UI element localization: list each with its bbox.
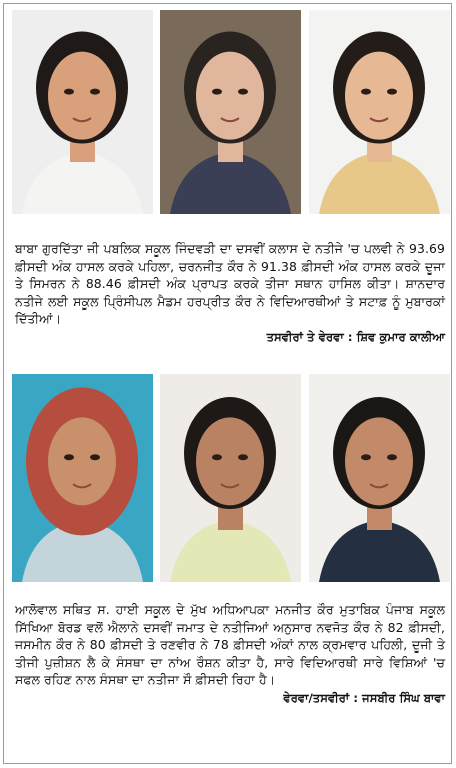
right-eye — [238, 454, 248, 460]
top-caption-text: ਬਾਬਾ ਗੁਰਦਿੱਤਾ ਜੀ ਪਬਲਿਕ ਸਕੂਲ ਜਿੰਦਵੜੀ ਦਾ ਦਸਵੀਂ ਕਲਾਸ ਦੇ ਨਤੀਜੇ 'ਚ ਪਲਵੀ ਨੇ 93.69 ਫ਼ੀਸਦੀ ਅੰਕ ਹਾਸਲ ਕਰਕੇ ਪਹਿਲਾ, ਚਰਨਜੀਤ ਕੌਰ ਨੇ 91.38 ਫ਼ੀਸਦੀ ਅੰਕ ਹਾਸਲ ਕਰਕੇ ਦੂਜਾ ਤੇ ਸਿਮਰਨ ਨੇ 88.46 ਫ਼ੀਸਦੀ ਅੰਕ ਪ੍ਰਾਪਤ ਕਰਕੇ ਤੀਜਾ ਸਥਾਨ ਹਾਸਿਲ ਕੀਤਾ। ਸ਼ਾਨਦਾਰ ਨਤੀਜੇ ਲਈ ਸਕੂਲ ਪ੍ਰਿੰਸੀਪਲ ਮੈਡਮ ਹਰਪ੍ਰੀਤ ਕੌਰ ਨੇ ਵਿਦਿਆਰਥੀਆਂ ਤੇ ਸਟਾਫ਼ ਨੂੰ ਮੁਬਾਰਕਾਂ ਦਿੱਤੀਆਂ। — [15, 241, 445, 327]
student-photo-3 — [309, 10, 450, 214]
portrait-6 — [309, 374, 450, 582]
face — [48, 52, 116, 140]
face — [345, 417, 413, 505]
face — [196, 52, 264, 140]
left-eye — [212, 89, 222, 95]
portrait-4 — [12, 374, 153, 582]
left-eye — [361, 454, 371, 460]
portrait-1 — [12, 10, 153, 214]
student-photo-2 — [160, 10, 301, 214]
portrait-5 — [160, 374, 301, 582]
bottom-photo-row — [12, 374, 450, 582]
portrait-2 — [160, 10, 301, 214]
student-photo-6 — [309, 374, 450, 582]
left-eye — [64, 89, 74, 95]
left-eye — [212, 454, 222, 460]
right-eye — [90, 89, 100, 95]
left-eye — [64, 454, 74, 460]
face — [48, 417, 116, 505]
student-photo-1 — [12, 10, 153, 214]
portrait-3 — [309, 10, 450, 214]
bottom-caption-text: ਆਲੋਵਾਲ ਸਥਿਤ ਸ. ਹਾਈ ਸਕੂਲ ਦੇ ਮੁੱਖ ਅਧਿਆਪਕਾ ਮਨਜੀਤ ਕੌਰ ਮੁਤਾਬਿਕ ਪੰਜਾਬ ਸਕੂਲ ਸਿੱਖਿਆ ਬੋਰਡ ਵਲੋਂ ਐਲਾਨੇ ਦਸਵੀਂ ਜਮਾਤ ਦੇ ਨਤੀਜਿਆਂ ਅਨੁਸਾਰ ਨਵਜੋਤ ਕੌਰ ਨੇ 82 ਫ਼ੀਸਦੀ, ਜਸਮੀਨ ਕੌਰ ਨੇ 80 ਫ਼ੀਸਦੀ ਤੇ ਰਣਵੀਰ ਨੇ 78 ਫ਼ੀਸਦੀ ਅੰਕਾਂ ਨਾਲ ਕ੍ਰਮਵਾਰ ਪਹਿਲੀ, ਦੂਜੀ ਤੇ ਤੀਜੀ ਪੁਜ਼ੀਸ਼ਨ ਲੈ ਕੇ ਸੰਸਥਾ ਦਾ ਨਾਂਅ ਰੌਸ਼ਨ ਕੀਤਾ ਹੈ, ਸਾਰੇ ਵਿਦਿਆਰਥੀ ਸਾਰੇ ਵਿਸ਼ਿਆਂ 'ਚ ਸਫਲ ਰਹਿਣ ਨਾਲ ਸੰਸਥਾ ਦਾ ਨਤੀਜਾ ਸੌ ਫ਼ੀਸਦੀ ਰਿਹਾ ਹੈ। — [15, 602, 445, 688]
right-eye — [387, 89, 397, 95]
face — [345, 52, 413, 140]
right-eye — [238, 89, 248, 95]
right-eye — [387, 454, 397, 460]
bottom-photo-credit: ਵੇਰਵਾ/ਤਸਵੀਰਾਂ : ਜਸਬੀਰ ਸਿੰਘ ਬਾਵਾ — [283, 690, 445, 705]
top-photo-row — [12, 10, 450, 214]
face — [196, 417, 264, 505]
news-clipping — [3, 3, 452, 764]
student-photo-5 — [160, 374, 301, 582]
left-eye — [361, 89, 371, 95]
student-photo-4 — [12, 374, 153, 582]
right-eye — [90, 454, 100, 460]
top-article — [15, 240, 445, 347]
bottom-article — [15, 601, 445, 708]
top-photo-credit: ਤਸਵੀਰਾਂ ਤੇ ਵੇਰਵਾ : ਸ਼ਿਵ ਕੁਮਾਰ ਕਾਲੀਆ — [266, 329, 445, 344]
